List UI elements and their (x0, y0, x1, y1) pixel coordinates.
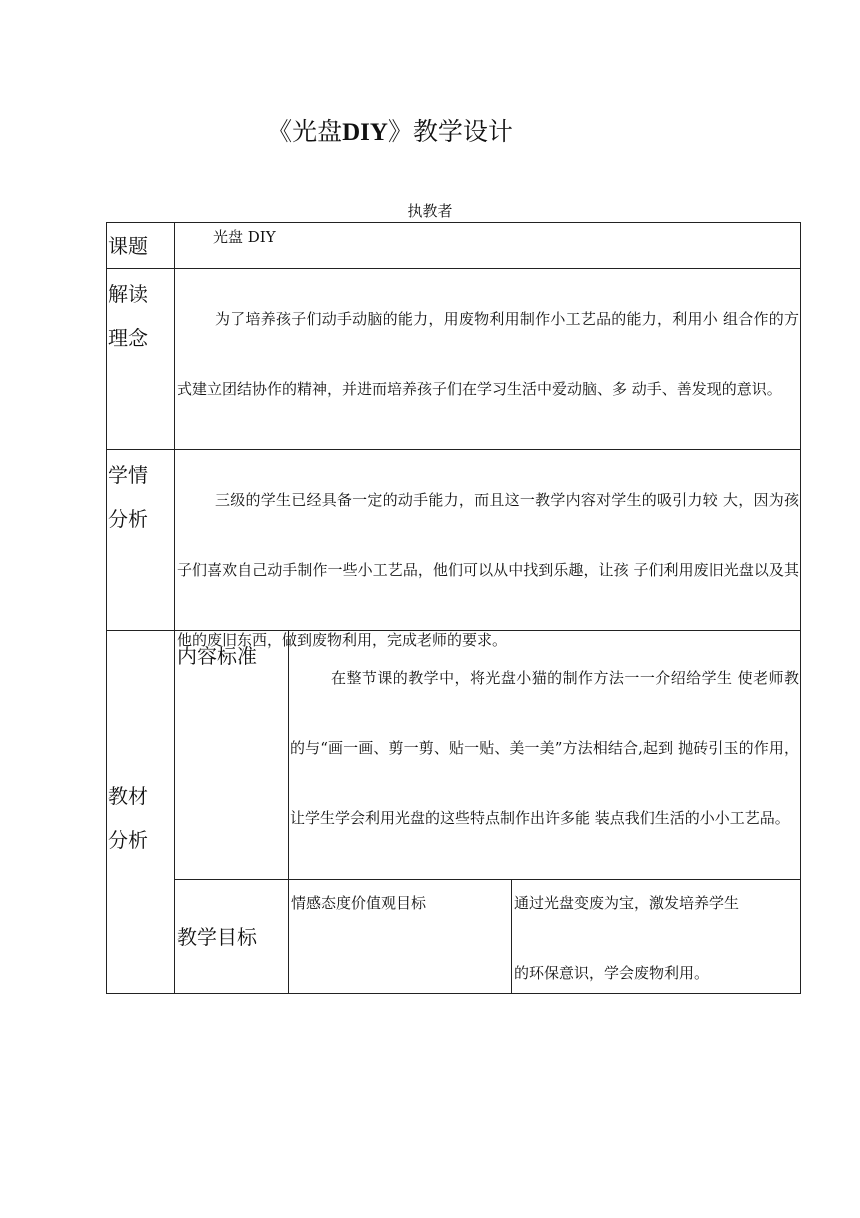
goal-text-line2: 的环保意识，学会废物利用。 (514, 964, 710, 982)
concept-text: 为了培养孩子们动手动脑的能力，用废物利用制作小工艺品的能力，利用小 组合作的方式建立团结协作的精神，并进而培养孩子们在学习生活中爱动脑、多 动手、善发现的意识。 (177, 310, 799, 398)
goal-text-line1: 通过光盘变废为宝，激发培养学生 (514, 894, 740, 912)
title-suffix: 》教学设计 (387, 117, 513, 146)
content-standard-text: 在整节课的教学中，将光盘小猫的制作方法一一介绍给学生 使老师教的与“画一画、剪一剪、贴一贴、美一美”方法相结合,起到 抛砖引玉的作用，让学生学会利用光盘的这些特点制作出许多能 装点我们生活的小小工艺品。 (290, 669, 799, 827)
analysis-label-line2: 分析 (108, 507, 148, 531)
title-prefix: 《光盘 (267, 117, 343, 146)
content-standard-label: 内容标准 (177, 644, 257, 668)
row-divider (106, 268, 800, 269)
document-title (230, 112, 550, 148)
goal-type: 情感态度价值观目标 (291, 894, 427, 912)
column-divider (511, 879, 512, 994)
topic-value: 光盘 DIY (213, 228, 276, 246)
table-border-top (106, 222, 800, 223)
analysis-text: 三级的学生已经具备一定的动手能力，而且这一教学内容对学生的吸引力较 大，因为孩子们喜欢自己动手制作一些小工艺品，他们可以从中找到乐趣，让孩 子们利用废旧光盘以及其他的废旧东西，做到废物利用，完成老师的要求。 (177, 491, 799, 649)
teacher-label: 执教者 (407, 202, 453, 220)
material-label-line1: 教材 (108, 784, 148, 808)
column-divider (174, 222, 175, 994)
column-divider (288, 630, 289, 994)
concept-label-line1: 解读 (108, 282, 148, 306)
row-divider (106, 449, 800, 450)
concept-cell (177, 284, 799, 448)
concept-label (108, 272, 148, 360)
row-divider (174, 879, 800, 880)
analysis-label-line1: 学情 (108, 463, 148, 487)
material-label-line2: 分析 (108, 828, 148, 852)
content-standard-cell (290, 643, 799, 878)
analysis-cell (177, 465, 799, 649)
title-bold: DIY (342, 119, 388, 146)
table-border-left (106, 222, 107, 994)
concept-label-line2: 理念 (108, 326, 148, 350)
table-border-bottom (106, 993, 800, 994)
table-border-right (800, 222, 801, 994)
teaching-goal-label: 教学目标 (177, 925, 257, 949)
material-label (108, 774, 148, 862)
topic-label: 课题 (108, 234, 148, 258)
analysis-label (108, 453, 148, 541)
